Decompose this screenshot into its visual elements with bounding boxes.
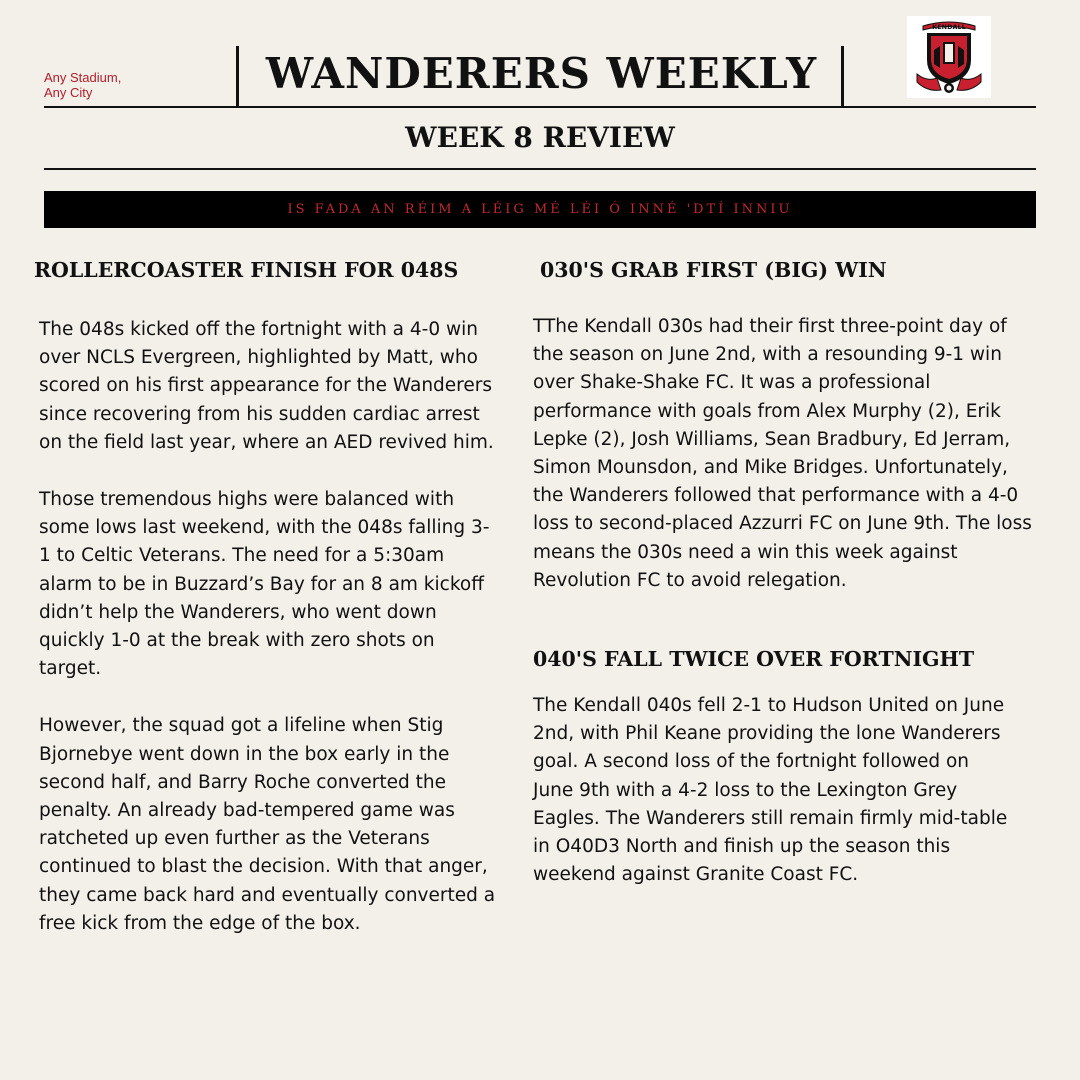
left-article-paragraph: Those tremendous highs were balanced with some lows last weekend, with the 048s falling 3-1 to Celtic Veterans. The need for a 5:30am alarm to be in Buzzard’s Bay for an 8 am kickoff didn’t help the Wanderers, who went down quickly 1-0 at the break with zero shots on target. xyxy=(39,489,490,680)
left-article-paragraph: However, the squad got a lifeline when Stig Bjornebye went down in the box early in the second half, and Barry Roche converted the penalty. An already bad-tempered game was ratcheted up even further as the Veterans continued to blast the decision. With that anger, they came back hard and eventually converted a free kick from the edge of the box. xyxy=(39,715,496,934)
right-article-1-paragraph: TThe Kendall 030s had their first three-point day of the season on June 2nd, with a resounding 9-1 win over Shake-Shake FC. It was a professional performance with goals from Alex Murphy (2), Erik Lepke (2), Josh Williams, Sean Bradbury, Ed Jerram, Simon Mounsdon, and Mike Bridges. Unfortunately, the Wanderers followed that performance with a 4-0 loss to second-placed Azzurri FC on June 9th. The loss means the 030s need a win this week against Revolution FC to avoid relegation. xyxy=(533,316,1032,591)
location xyxy=(44,70,194,100)
left-article-paragraph: The 048s kicked off the fortnight with a 4-0 win over NCLS Evergreen, highlighted by Matt, who scored on his first appearance for the Wanderers since recovering from his sudden cardiac arrest on the field last year, where an AED revived him. xyxy=(39,319,494,453)
left-article-body xyxy=(39,316,501,967)
masthead-rule xyxy=(44,106,1036,108)
right-article-1-headline: 030'S GRAB FIRST (BIG) WIN xyxy=(540,258,887,282)
masthead-left-bar xyxy=(236,46,239,106)
location-line-1: Any Stadium, xyxy=(44,70,122,85)
location-line-2: Any City xyxy=(44,85,93,100)
crest-shield-icon xyxy=(907,16,991,98)
tagline-banner: IS FADA AN RÉIM A LÉIG MÉ LÉI Ó INNÉ 'DTÍ INNIU xyxy=(44,191,1036,228)
right-article-2-paragraph: The Kendall 040s fell 2-1 to Hudson United on June 2nd, with Phil Keane providing the lone Wanderers goal. A second loss of the fortnight followed on June 9th with a 4-2 loss to the Lexington Grey Eagles. The Wanderers still remain firmly mid-table in O40D3 North and finish up the season this weekend against Granite Coast FC. xyxy=(533,695,1008,886)
left-article-headline: ROLLERCOASTER FINISH FOR 048S xyxy=(34,258,459,282)
club-crest xyxy=(907,16,991,98)
crest-wordmark: KENDALL xyxy=(932,23,966,31)
issue-subtitle: WEEK 8 REVIEW xyxy=(405,121,675,154)
right-article-1-body xyxy=(533,313,1041,624)
subtitle-rule xyxy=(44,168,1036,170)
masthead-title: WANDERERS WEEKLY xyxy=(265,49,818,98)
right-article-2-headline: 040'S FALL TWICE OVER FORTNIGHT xyxy=(533,647,975,671)
right-article-2-body xyxy=(533,692,1013,918)
